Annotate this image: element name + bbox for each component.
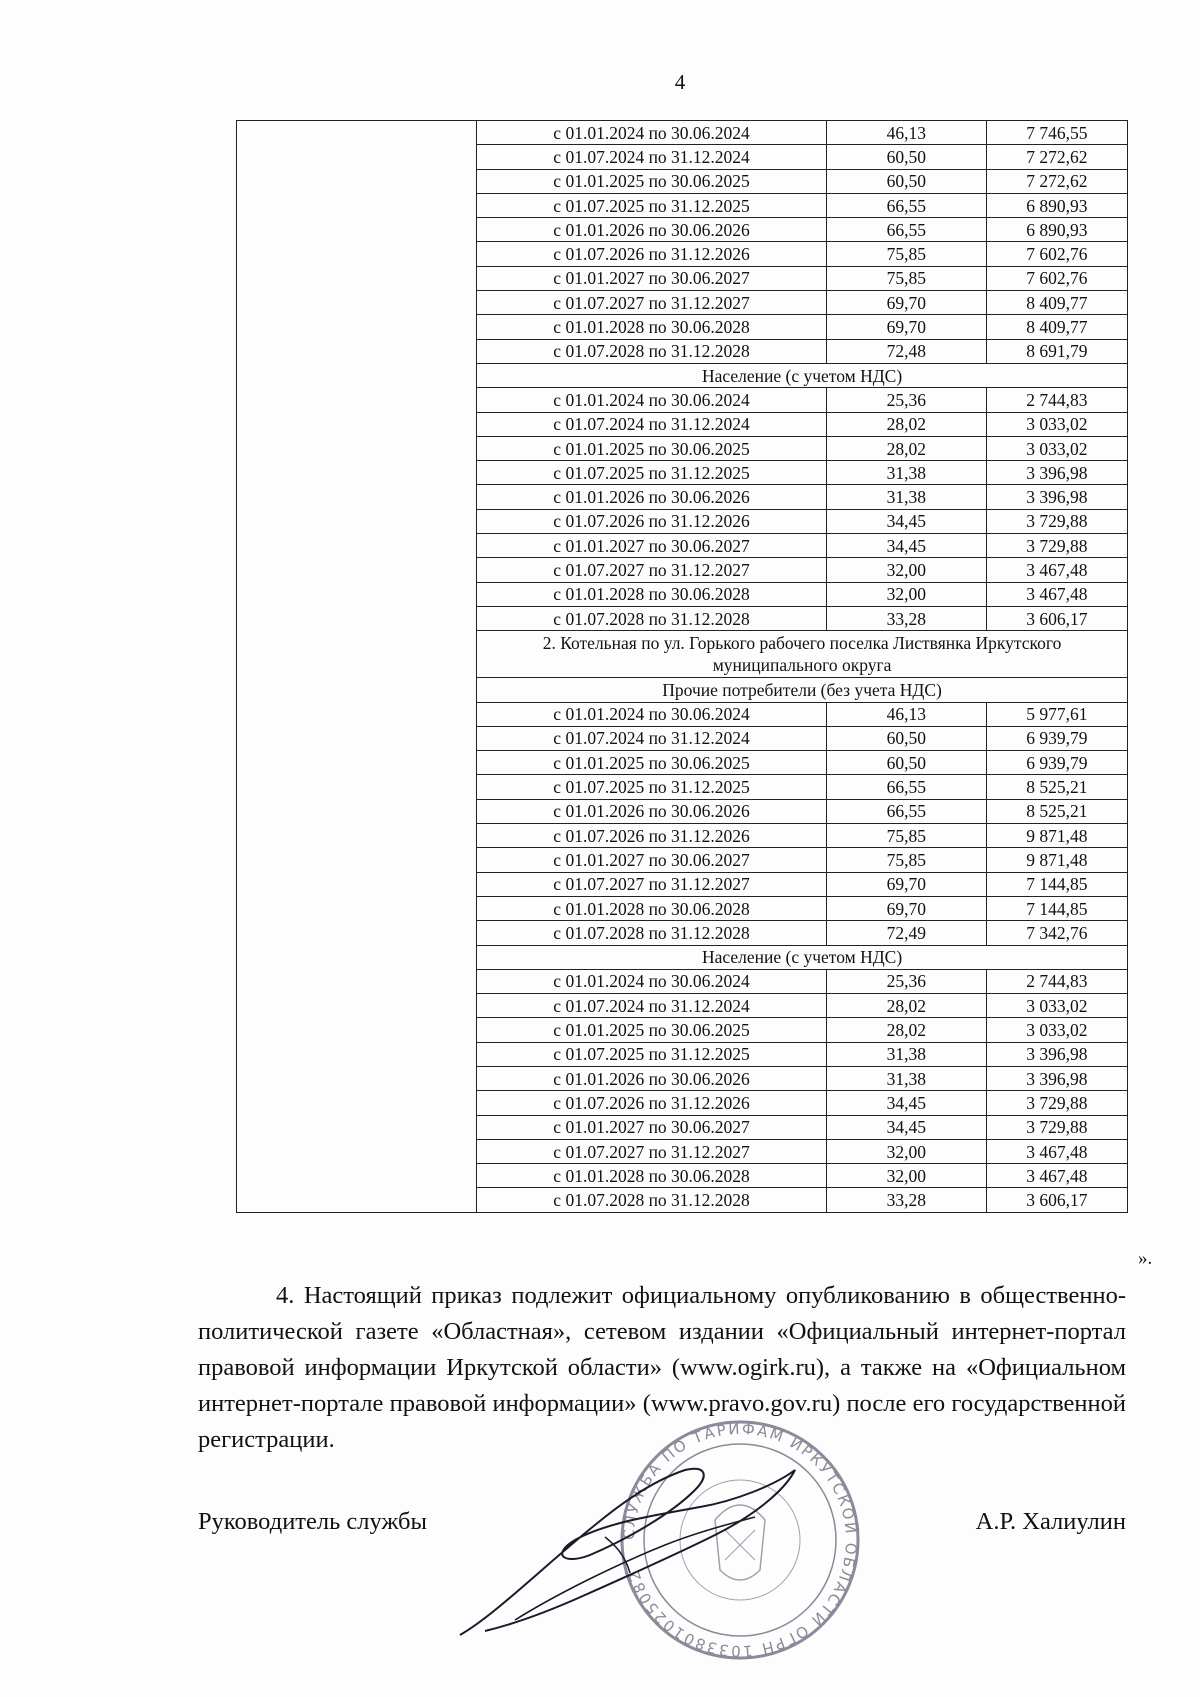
value-cell: 3 467,48 <box>986 1164 1127 1188</box>
blank-column-cell <box>237 121 477 1213</box>
period-cell: с 01.07.2027 по 31.12.2027 <box>477 872 827 896</box>
value-cell: 8 691,79 <box>986 339 1127 363</box>
value-cell: 3 729,88 <box>986 534 1127 558</box>
period-cell: с 01.07.2025 по 31.12.2025 <box>477 193 827 217</box>
period-cell: с 01.07.2028 по 31.12.2028 <box>477 1188 827 1212</box>
period-cell: с 01.01.2027 по 30.06.2027 <box>477 266 827 290</box>
rate-cell: 25,36 <box>827 388 987 412</box>
rate-cell: 75,85 <box>827 848 987 872</box>
rate-cell: 31,38 <box>827 1066 987 1090</box>
value-cell: 3 033,02 <box>986 412 1127 436</box>
period-cell: с 01.07.2026 по 31.12.2026 <box>477 242 827 266</box>
svg-text:СЛУЖБА ПО ТАРИФАМ ИРКУТСКОЙ ОБ: СЛУЖБА ПО ТАРИФАМ ИРКУТСКОЙ ОБЛАСТИ ОГРН 1033801025082 <box>619 1419 861 1661</box>
value-cell: 3 033,02 <box>986 436 1127 460</box>
signer-position: Руководитель службы <box>198 1508 427 1535</box>
rate-cell: 31,38 <box>827 485 987 509</box>
handwritten-signature-icon <box>455 1445 805 1645</box>
value-cell: 3 606,17 <box>986 1188 1127 1212</box>
rate-cell: 34,45 <box>827 1091 987 1115</box>
value-cell: 7 342,76 <box>986 921 1127 945</box>
period-cell: с 01.01.2024 по 30.06.2024 <box>477 702 827 726</box>
rate-cell: 60,50 <box>827 726 987 750</box>
rate-cell: 60,50 <box>827 751 987 775</box>
rate-cell: 32,00 <box>827 582 987 606</box>
value-cell: 7 272,62 <box>986 169 1127 193</box>
rate-cell: 31,38 <box>827 1042 987 1066</box>
value-cell: 7 602,76 <box>986 242 1127 266</box>
period-cell: с 01.01.2024 по 30.06.2024 <box>477 388 827 412</box>
period-cell: с 01.01.2028 по 30.06.2028 <box>477 1164 827 1188</box>
section-header: 2. Котельная по ул. Горького рабочего поселка Листвянка Иркутского муниципального округа <box>477 631 1128 678</box>
rate-cell: 69,70 <box>827 872 987 896</box>
period-cell: с 01.07.2024 по 31.12.2024 <box>477 994 827 1018</box>
section-header: Прочие потребители (без учета НДС) <box>477 678 1128 702</box>
value-cell: 3 467,48 <box>986 558 1127 582</box>
rate-cell: 28,02 <box>827 436 987 460</box>
value-cell: 3 467,48 <box>986 582 1127 606</box>
rate-cell: 66,55 <box>827 799 987 823</box>
period-cell: с 01.07.2025 по 31.12.2025 <box>477 775 827 799</box>
rate-cell: 34,45 <box>827 509 987 533</box>
period-cell: с 01.07.2026 по 31.12.2026 <box>477 824 827 848</box>
value-cell: 7 602,76 <box>986 266 1127 290</box>
value-cell: 3 396,98 <box>986 485 1127 509</box>
value-cell: 7 272,62 <box>986 145 1127 169</box>
period-cell: с 01.01.2026 по 30.06.2026 <box>477 485 827 509</box>
rate-cell: 33,28 <box>827 606 987 630</box>
period-cell: с 01.07.2024 по 31.12.2024 <box>477 726 827 750</box>
rate-cell: 28,02 <box>827 994 987 1018</box>
period-cell: с 01.01.2025 по 30.06.2025 <box>477 169 827 193</box>
value-cell: 7 746,55 <box>986 121 1127 145</box>
period-cell: с 01.07.2025 по 31.12.2025 <box>477 1042 827 1066</box>
rate-cell: 32,00 <box>827 1139 987 1163</box>
value-cell: 5 977,61 <box>986 702 1127 726</box>
period-cell: с 01.07.2027 по 31.12.2027 <box>477 291 827 315</box>
rate-cell: 69,70 <box>827 896 987 920</box>
period-cell: с 01.01.2026 по 30.06.2026 <box>477 1066 827 1090</box>
value-cell: 3 606,17 <box>986 606 1127 630</box>
rate-cell: 31,38 <box>827 461 987 485</box>
value-cell: 2 744,83 <box>986 388 1127 412</box>
period-cell: с 01.07.2028 по 31.12.2028 <box>477 921 827 945</box>
period-cell: с 01.01.2027 по 30.06.2027 <box>477 534 827 558</box>
rate-cell: 69,70 <box>827 315 987 339</box>
period-cell: с 01.01.2027 по 30.06.2027 <box>477 848 827 872</box>
rate-cell: 60,50 <box>827 145 987 169</box>
value-cell: 3 033,02 <box>986 994 1127 1018</box>
rate-cell: 28,02 <box>827 412 987 436</box>
rate-cell: 66,55 <box>827 193 987 217</box>
rate-cell: 66,55 <box>827 775 987 799</box>
value-cell: 3 729,88 <box>986 509 1127 533</box>
period-cell: с 01.07.2026 по 31.12.2026 <box>477 509 827 533</box>
value-cell: 3 396,98 <box>986 1066 1127 1090</box>
rate-cell: 75,85 <box>827 824 987 848</box>
value-cell: 3 467,48 <box>986 1139 1127 1163</box>
period-cell: с 01.07.2028 по 31.12.2028 <box>477 339 827 363</box>
value-cell: 8 525,21 <box>986 799 1127 823</box>
rate-cell: 25,36 <box>827 969 987 993</box>
rate-cell: 33,28 <box>827 1188 987 1212</box>
period-cell: с 01.01.2027 по 30.06.2027 <box>477 1115 827 1139</box>
period-cell: с 01.07.2026 по 31.12.2026 <box>477 1091 827 1115</box>
rate-cell: 69,70 <box>827 291 987 315</box>
value-cell: 2 744,83 <box>986 969 1127 993</box>
value-cell: 3 729,88 <box>986 1115 1127 1139</box>
period-cell: с 01.01.2024 по 30.06.2024 <box>477 969 827 993</box>
value-cell: 7 144,85 <box>986 896 1127 920</box>
paragraph-text: 4. Настоящий приказ подлежит официальному опубликованию в общественно-политической газете «Областная», сетевом издании «Официальный интернет-портал правовой информации Иркутской области» (www.ogirk.ru), а также на «Официальном интернет-портале правовой информации» (www.pravo.gov.ru) после его государственной регистрации. <box>198 1282 1126 1453</box>
value-cell: 8 525,21 <box>986 775 1127 799</box>
page-number: 4 <box>674 70 686 94</box>
value-cell: 6 890,93 <box>986 193 1127 217</box>
period-cell: с 01.01.2025 по 30.06.2025 <box>477 436 827 460</box>
value-cell: 9 871,48 <box>986 824 1127 848</box>
section-header: Население (с учетом НДС) <box>477 945 1128 969</box>
closing-quote: ». <box>1138 1248 1153 1269</box>
period-cell: с 01.01.2026 по 30.06.2026 <box>477 799 827 823</box>
value-cell: 6 939,79 <box>986 726 1127 750</box>
rate-cell: 66,55 <box>827 218 987 242</box>
rate-cell: 72,48 <box>827 339 987 363</box>
value-cell: 9 871,48 <box>986 848 1127 872</box>
rate-cell: 75,85 <box>827 266 987 290</box>
rate-cell: 60,50 <box>827 169 987 193</box>
rate-cell: 46,13 <box>827 121 987 145</box>
period-cell: с 01.01.2028 по 30.06.2028 <box>477 582 827 606</box>
period-cell: с 01.07.2024 по 31.12.2024 <box>477 145 827 169</box>
period-cell: с 01.07.2027 по 31.12.2027 <box>477 1139 827 1163</box>
value-cell: 8 409,77 <box>986 315 1127 339</box>
tariff-table <box>236 120 1128 1213</box>
rate-cell: 75,85 <box>827 242 987 266</box>
rate-cell: 46,13 <box>827 702 987 726</box>
section-header: Население (с учетом НДС) <box>477 363 1128 387</box>
period-cell: с 01.07.2024 по 31.12.2024 <box>477 412 827 436</box>
rate-cell: 28,02 <box>827 1018 987 1042</box>
period-cell: с 01.01.2026 по 30.06.2026 <box>477 218 827 242</box>
period-cell: с 01.01.2025 по 30.06.2025 <box>477 751 827 775</box>
signer-name: А.Р. Халиулин <box>975 1508 1126 1535</box>
value-cell: 3 033,02 <box>986 1018 1127 1042</box>
period-cell: с 01.07.2027 по 31.12.2027 <box>477 558 827 582</box>
rate-cell: 34,45 <box>827 534 987 558</box>
rate-cell: 32,00 <box>827 1164 987 1188</box>
value-cell: 3 396,98 <box>986 1042 1127 1066</box>
period-cell: с 01.01.2028 по 30.06.2028 <box>477 896 827 920</box>
value-cell: 6 939,79 <box>986 751 1127 775</box>
value-cell: 7 144,85 <box>986 872 1127 896</box>
value-cell: 8 409,77 <box>986 291 1127 315</box>
period-cell: с 01.07.2028 по 31.12.2028 <box>477 606 827 630</box>
period-cell: с 01.01.2025 по 30.06.2025 <box>477 1018 827 1042</box>
table-row <box>237 121 1128 145</box>
rate-cell: 72,49 <box>827 921 987 945</box>
rate-cell: 34,45 <box>827 1115 987 1139</box>
period-cell: с 01.01.2024 по 30.06.2024 <box>477 121 827 145</box>
period-cell: с 01.07.2025 по 31.12.2025 <box>477 461 827 485</box>
value-cell: 3 729,88 <box>986 1091 1127 1115</box>
value-cell: 3 396,98 <box>986 461 1127 485</box>
value-cell: 6 890,93 <box>986 218 1127 242</box>
rate-cell: 32,00 <box>827 558 987 582</box>
period-cell: с 01.01.2028 по 30.06.2028 <box>477 315 827 339</box>
